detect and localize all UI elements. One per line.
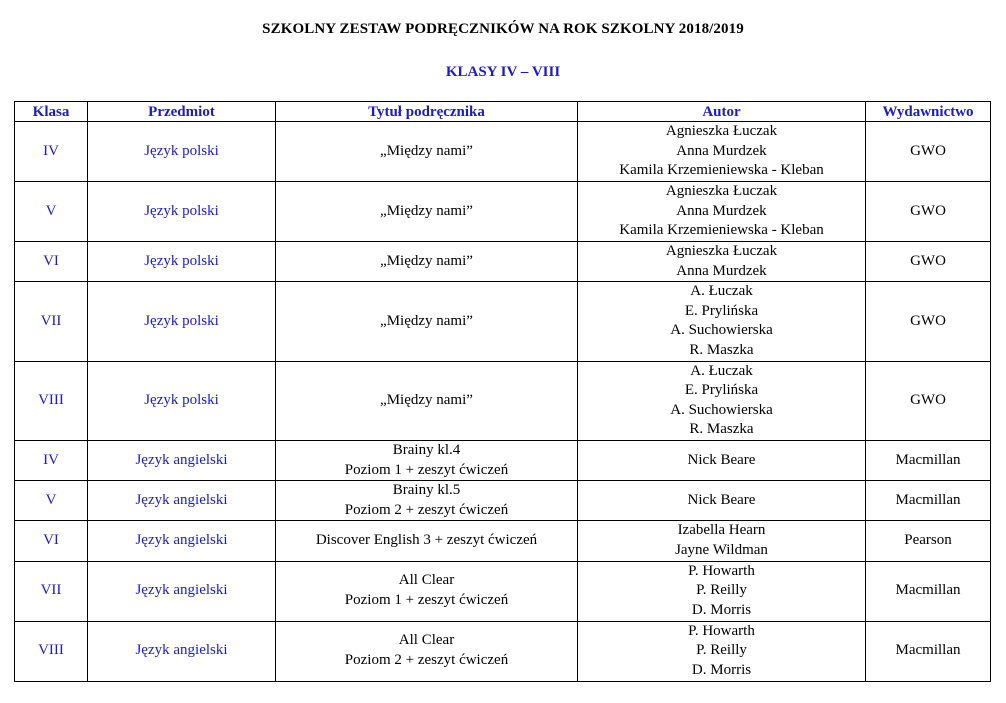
author-line: P. Reilly [696, 582, 747, 599]
author-line: P. Howarth [688, 622, 755, 639]
subject-cell: Język polski [88, 361, 276, 440]
title-cell [276, 282, 578, 361]
table-row [15, 621, 991, 681]
table-row [15, 440, 991, 480]
table-row [15, 561, 991, 621]
author-line: Jayne Wildman [675, 541, 768, 558]
author-cell [578, 561, 866, 621]
column-header-klasa: Klasa [15, 102, 88, 122]
table-header-row [15, 102, 991, 122]
author-line: Agnieszka Łuczak [665, 123, 778, 140]
title-line: Poziom 2 + zeszyt ćwiczeń [344, 652, 509, 668]
title-cell [276, 621, 578, 681]
author-cell [578, 282, 866, 361]
title-line: Brainy kl.4 [392, 441, 461, 458]
title-line: All Clear [398, 572, 455, 589]
author-line: R. Maszka [689, 341, 754, 358]
column-header-przedmiot: Przedmiot [88, 102, 276, 122]
subject-cell: Język angielski [88, 521, 276, 561]
publisher-cell: GWO [866, 122, 991, 182]
publisher-cell: GWO [866, 282, 991, 361]
title-line: Discover English 3 + zeszyt ćwiczeń [315, 532, 538, 549]
title-cell [276, 122, 578, 182]
subject-cell: Język angielski [88, 440, 276, 480]
table-row [15, 122, 991, 182]
publisher-cell: GWO [866, 361, 991, 440]
title-cell [276, 521, 578, 561]
author-line: Anna Murdzek [676, 142, 767, 159]
table-row [15, 182, 991, 242]
author-line: D. Morris [691, 661, 752, 678]
author-cell [578, 122, 866, 182]
author-cell [578, 481, 866, 521]
author-line: A. Łuczak [690, 362, 753, 379]
author-line: Nick Beare [687, 451, 756, 468]
title-cell [276, 242, 578, 282]
author-line: Kamila Krzemieniewska - Kleban [619, 222, 824, 239]
title-line: Poziom 1 + zeszyt ćwiczeń [344, 461, 509, 478]
title-line: „Między nami” [380, 202, 473, 219]
subject-cell: Język angielski [88, 561, 276, 621]
publisher-cell: Pearson [866, 521, 991, 561]
klasa-cell: VI [15, 242, 88, 282]
column-header-wydawnictwo: Wydawnictwo [866, 102, 991, 122]
subject-cell: Język polski [88, 242, 276, 282]
title-cell [276, 561, 578, 621]
klasa-cell: VII [15, 282, 88, 361]
author-line: E. Prylińska [684, 302, 759, 319]
column-header-autor: Autor [578, 102, 866, 122]
table-row [15, 361, 991, 440]
klasa-cell: V [15, 182, 88, 242]
column-header-tytul: Tytuł podręcznika [276, 102, 578, 122]
subject-cell: Język polski [88, 182, 276, 242]
page-subtitle: KLASY IV – VIII [445, 64, 561, 80]
publisher-cell: Macmillan [866, 440, 991, 480]
title-line: „Między nami” [380, 252, 473, 269]
subject-cell: Język angielski [88, 481, 276, 521]
klasa-cell: V [15, 481, 88, 521]
table-row [15, 282, 991, 361]
author-line: E. Prylińska [684, 382, 759, 399]
author-line: Anna Murdzek [676, 262, 767, 279]
author-line: A. Suchowierska [670, 322, 773, 339]
publisher-cell: Macmillan [866, 621, 991, 681]
author-cell [578, 440, 866, 480]
publisher-cell: Macmillan [866, 561, 991, 621]
author-cell [578, 182, 866, 242]
author-line: Izabella Hearn [677, 522, 766, 539]
title-line: „Między nami” [380, 312, 473, 329]
klasa-cell: IV [15, 440, 88, 480]
author-cell [578, 621, 866, 681]
klasa-cell: VIII [15, 621, 88, 681]
author-line: P. Reilly [696, 642, 747, 659]
title-line: „Między nami” [380, 391, 473, 408]
author-line: D. Morris [691, 601, 752, 618]
author-cell [578, 361, 866, 440]
author-line: R. Maszka [689, 421, 754, 438]
publisher-cell: GWO [866, 242, 991, 282]
page-title: SZKOLNY ZESTAW PODRĘCZNIKÓW NA ROK SZKOLNY 2018/2019 [262, 21, 744, 37]
table-row [15, 242, 991, 282]
title-cell [276, 481, 578, 521]
author-line: A. Suchowierska [670, 401, 773, 418]
klasa-cell: VIII [15, 361, 88, 440]
publisher-cell: Macmillan [866, 481, 991, 521]
author-line: A. Łuczak [690, 283, 753, 300]
textbook-table [14, 101, 991, 682]
author-cell [578, 521, 866, 561]
title-cell [276, 361, 578, 440]
title-line: Brainy kl.5 [392, 482, 461, 499]
author-line: Agnieszka Łuczak [665, 243, 778, 259]
title-line: Poziom 1 + zeszyt ćwiczeń [344, 592, 509, 608]
author-cell [578, 242, 866, 282]
subject-cell: Język angielski [88, 621, 276, 681]
author-line: Agnieszka Łuczak [665, 183, 778, 200]
klasa-cell: IV [15, 122, 88, 182]
title-line: All Clear [398, 632, 455, 649]
subject-cell: Język polski [88, 122, 276, 182]
author-line: P. Howarth [688, 562, 755, 579]
author-line: Anna Murdzek [676, 202, 767, 219]
klasa-cell: VI [15, 521, 88, 561]
title-line: Poziom 2 + zeszyt ćwiczeń [344, 501, 509, 518]
subject-cell: Język polski [88, 282, 276, 361]
publisher-cell: GWO [866, 182, 991, 242]
author-line: Kamila Krzemieniewska - Kleban [619, 162, 824, 179]
table-row [15, 481, 991, 521]
table-row [15, 521, 991, 561]
klasa-cell: VII [15, 561, 88, 621]
title-cell [276, 440, 578, 480]
title-line: „Między nami” [380, 142, 473, 159]
title-cell [276, 182, 578, 242]
author-line: Nick Beare [687, 491, 756, 508]
